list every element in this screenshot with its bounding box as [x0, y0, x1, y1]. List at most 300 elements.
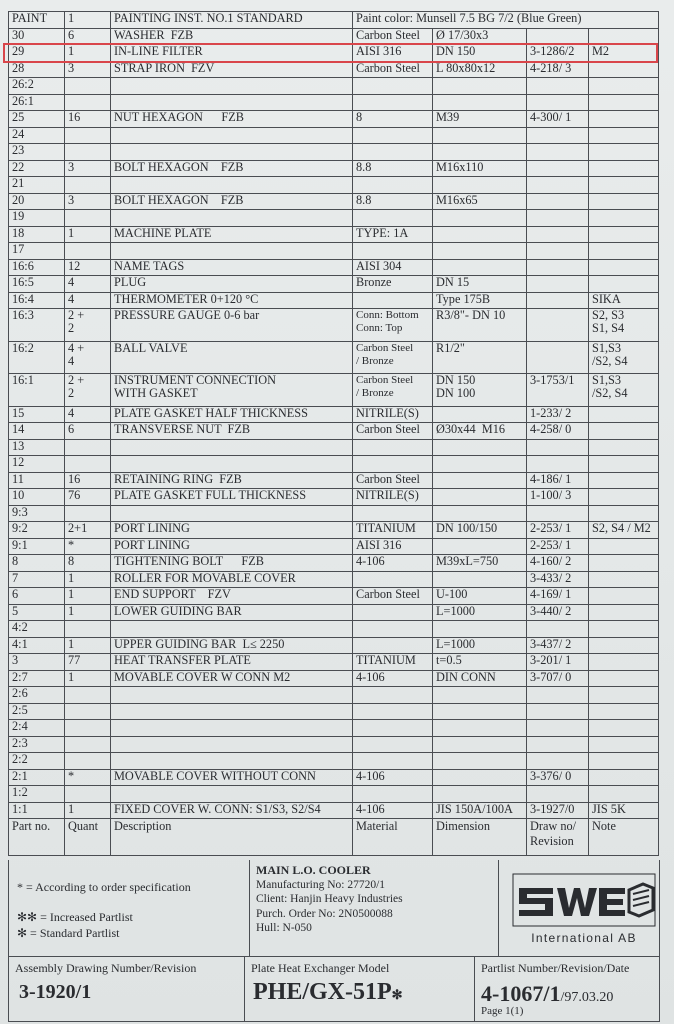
cell-dimension [433, 456, 527, 473]
cell-description [111, 687, 353, 704]
cell-note [589, 210, 659, 227]
cell-dimension [433, 621, 527, 638]
cell-quantity [65, 127, 111, 144]
cell-part-no: 2:5 [9, 703, 65, 720]
cell-dimension: t=0.5 [433, 654, 527, 671]
cell-material [353, 292, 433, 309]
table-row [9, 144, 659, 161]
cell-quantity [65, 736, 111, 753]
cell-drawing-no: 4-186/ 1 [527, 472, 589, 489]
cell-material: 4-106 [353, 769, 433, 786]
cell-material: Carbon Steel / Bronze [353, 341, 433, 374]
cell-quantity: 1 [65, 45, 111, 62]
partlist-date: /97.03.20 [560, 990, 614, 1005]
cell-description [111, 753, 353, 770]
cell-dimension [433, 439, 527, 456]
cell-dimension [433, 687, 527, 704]
cell-material: Paint color: Munsell 7.5 BG 7/2 (Blue Green) [353, 12, 659, 29]
cell-drawing-no [527, 94, 589, 111]
cell-drawing-no: 3-433/ 2 [527, 571, 589, 588]
cell-description: MACHINE PLATE [111, 226, 353, 243]
cell-note [589, 703, 659, 720]
table-row [9, 687, 659, 704]
purchase-order: Purch. Order No: 2N0500088 [256, 907, 393, 920]
cell-part-no: 15 [9, 406, 65, 423]
cell-note [589, 439, 659, 456]
cell-material [353, 177, 433, 194]
cell-quantity [65, 94, 111, 111]
cell-description [111, 144, 353, 161]
cell-note [589, 654, 659, 671]
cell-drawing-no [527, 160, 589, 177]
table-row [9, 753, 659, 770]
header-drawing-no: Draw no/ Revision [527, 819, 589, 856]
cell-material: AISI 304 [353, 259, 433, 276]
cell-note [589, 687, 659, 704]
cell-material [353, 703, 433, 720]
cell-quantity: 8 [65, 555, 111, 572]
cell-quantity [65, 243, 111, 260]
cell-drawing-no [527, 753, 589, 770]
cell-part-no: 7 [9, 571, 65, 588]
cell-description: WASHER FZB [111, 28, 353, 45]
model-mark: ✻ [391, 987, 403, 1002]
cell-drawing-no [527, 226, 589, 243]
cell-material: Bronze [353, 276, 433, 293]
cell-material: 4-106 [353, 802, 433, 819]
cell-description: END SUPPORT FZV [111, 588, 353, 605]
cell-drawing-no: 3-707/ 0 [527, 670, 589, 687]
table-row [9, 637, 659, 654]
header-quantity: Quant [65, 819, 111, 856]
title-block [8, 956, 660, 1022]
cell-part-no: 26:1 [9, 94, 65, 111]
cell-description [111, 94, 353, 111]
cell-description [111, 736, 353, 753]
cell-material: Carbon Steel [353, 28, 433, 45]
cell-drawing-no [527, 292, 589, 309]
table-row [9, 276, 659, 293]
cell-quantity: 1 [65, 670, 111, 687]
cell-part-no: 18 [9, 226, 65, 243]
cell-part-no: 23 [9, 144, 65, 161]
table-row [9, 538, 659, 555]
cell-dimension: DN 150 [433, 45, 527, 62]
header-dimension: Dimension [433, 819, 527, 856]
table-row [9, 341, 659, 374]
cell-description [111, 786, 353, 803]
cell-part-no: 24 [9, 127, 65, 144]
cell-material: 8.8 [353, 193, 433, 210]
cell-note [589, 786, 659, 803]
cell-dimension: Ø 17/30x3 [433, 28, 527, 45]
cell-quantity [65, 439, 111, 456]
cell-description [111, 177, 353, 194]
cell-material [353, 210, 433, 227]
cell-note [589, 720, 659, 737]
cell-description [111, 127, 353, 144]
cell-description: BALL VALVE [111, 341, 353, 374]
cell-quantity [65, 687, 111, 704]
table-row [9, 505, 659, 522]
cell-dimension: M16x110 [433, 160, 527, 177]
cell-part-no: 29 [9, 45, 65, 62]
cell-part-no: 30 [9, 28, 65, 45]
cell-quantity: 6 [65, 28, 111, 45]
cell-dimension: Ø30x44 M16 [433, 423, 527, 440]
assembly-drawing-cell [9, 957, 245, 1021]
cell-note [589, 127, 659, 144]
cell-drawing-no: 3-437/ 2 [527, 637, 589, 654]
cell-description [111, 621, 353, 638]
cell-note: S1,S3 /S2, S4 [589, 374, 659, 407]
model-cell [245, 957, 475, 1021]
cell-note [589, 78, 659, 95]
cell-part-no: 12 [9, 456, 65, 473]
cell-part-no: PAINT [9, 12, 65, 29]
cell-description: PAINTING INST. NO.1 STANDARD [111, 12, 353, 29]
cell-dimension: M39 [433, 111, 527, 128]
assembly-drawing-value: 3-1920/1 [19, 981, 92, 1003]
cell-description: MOVABLE COVER W CONN M2 [111, 670, 353, 687]
page-number: Page 1(1) [481, 1005, 524, 1017]
cell-description [111, 456, 353, 473]
cell-dimension [433, 769, 527, 786]
cell-drawing-no: 4-218/ 3 [527, 61, 589, 78]
cell-dimension [433, 505, 527, 522]
cell-description [111, 505, 353, 522]
cell-quantity: 76 [65, 489, 111, 506]
cell-part-no: 28 [9, 61, 65, 78]
cell-material: NITRILE(S) [353, 406, 433, 423]
cell-description [111, 703, 353, 720]
cell-quantity: 1 [65, 604, 111, 621]
cell-drawing-no: 2-253/ 1 [527, 538, 589, 555]
cell-note [589, 555, 659, 572]
cell-note [589, 489, 659, 506]
table-row [9, 621, 659, 638]
cell-dimension [433, 210, 527, 227]
cell-part-no: 5 [9, 604, 65, 621]
cell-material [353, 604, 433, 621]
cell-material [353, 621, 433, 638]
cell-part-no: 2:4 [9, 720, 65, 737]
cell-part-no: 16:6 [9, 259, 65, 276]
cell-dimension: DIN CONN [433, 670, 527, 687]
cell-material: TYPE: 1A [353, 226, 433, 243]
cell-quantity [65, 210, 111, 227]
cell-drawing-no [527, 177, 589, 194]
svg-text:International AB: International AB [531, 931, 637, 945]
cell-dimension [433, 472, 527, 489]
cell-note [589, 226, 659, 243]
cell-quantity [65, 78, 111, 95]
cell-material [353, 439, 433, 456]
cell-part-no: 16:3 [9, 309, 65, 342]
cell-material [353, 456, 433, 473]
cell-description: PRESSURE GAUGE 0-6 bar [111, 309, 353, 342]
cell-description: PORT LINING [111, 538, 353, 555]
cell-dimension: DN 15 [433, 276, 527, 293]
table-row [9, 802, 659, 819]
cell-material [353, 144, 433, 161]
cell-drawing-no [527, 456, 589, 473]
cell-dimension: M16x65 [433, 193, 527, 210]
cell-quantity: 2 + 2 [65, 309, 111, 342]
cell-drawing-no [527, 736, 589, 753]
cell-note: JIS 5K [589, 802, 659, 819]
cell-note [589, 505, 659, 522]
cell-drawing-no [527, 144, 589, 161]
model-value: PHE/GX-51P✻ [253, 979, 403, 1005]
cell-drawing-no: 2-253/ 1 [527, 522, 589, 539]
cell-part-no: 4:2 [9, 621, 65, 638]
table-row [9, 571, 659, 588]
table-row [9, 786, 659, 803]
cell-drawing-no [527, 720, 589, 737]
table-row [9, 12, 659, 29]
table-row [9, 588, 659, 605]
cell-dimension [433, 736, 527, 753]
cell-description: BOLT HEXAGON FZB [111, 160, 353, 177]
cell-material: Carbon Steel [353, 472, 433, 489]
cell-description: BOLT HEXAGON FZB [111, 193, 353, 210]
cell-description [111, 78, 353, 95]
cell-part-no: 20 [9, 193, 65, 210]
model-label: Plate Heat Exchanger Model [251, 961, 390, 975]
cell-dimension [433, 489, 527, 506]
legend-order-spec: * = According to order specification [17, 880, 191, 894]
cell-quantity: 2+1 [65, 522, 111, 539]
cell-note: S1,S3 /S2, S4 [589, 341, 659, 374]
cell-quantity: 1 [65, 802, 111, 819]
cell-dimension [433, 226, 527, 243]
cell-quantity [65, 144, 111, 161]
cell-note [589, 637, 659, 654]
cell-note [589, 94, 659, 111]
cell-description: NAME TAGS [111, 259, 353, 276]
cell-note [589, 456, 659, 473]
cell-drawing-no: 4-258/ 0 [527, 423, 589, 440]
header-part-no: Part no. [9, 819, 65, 856]
cell-dimension [433, 538, 527, 555]
table-row [9, 439, 659, 456]
table-row [9, 45, 659, 62]
cell-material: NITRILE(S) [353, 489, 433, 506]
cell-part-no: 16:2 [9, 341, 65, 374]
parts-table [8, 11, 659, 856]
cell-description [111, 720, 353, 737]
cell-material: Carbon Steel [353, 423, 433, 440]
project-info [249, 860, 499, 956]
cell-description: FIXED COVER W. CONN: S1/S3, S2/S4 [111, 802, 353, 819]
cell-material [353, 243, 433, 260]
cell-part-no: 9:3 [9, 505, 65, 522]
cell-drawing-no [527, 28, 589, 45]
cell-dimension: JIS 150A/100A [433, 802, 527, 819]
cell-note [589, 621, 659, 638]
cell-note [589, 406, 659, 423]
cell-dimension [433, 144, 527, 161]
cell-description: TRANSVERSE NUT FZB [111, 423, 353, 440]
cell-material [353, 736, 433, 753]
header-note: Note [589, 819, 659, 856]
cell-material [353, 78, 433, 95]
table-row [9, 374, 659, 407]
cell-note: SIKA [589, 292, 659, 309]
cell-drawing-no [527, 687, 589, 704]
table-row [9, 177, 659, 194]
cell-quantity: 16 [65, 111, 111, 128]
cell-description: STRAP IRON FZV [111, 61, 353, 78]
cell-quantity: 3 [65, 193, 111, 210]
table-row [9, 292, 659, 309]
cell-quantity: 4 + 4 [65, 341, 111, 374]
cell-description: RETAINING RING FZB [111, 472, 353, 489]
table-row [9, 472, 659, 489]
cell-quantity: 16 [65, 472, 111, 489]
cell-description [111, 439, 353, 456]
cell-dimension [433, 94, 527, 111]
cell-drawing-no: 3-201/ 1 [527, 654, 589, 671]
cell-material [353, 637, 433, 654]
cell-note [589, 670, 659, 687]
cell-drawing-no: 3-376/ 0 [527, 769, 589, 786]
cell-dimension [433, 78, 527, 95]
cell-description [111, 243, 353, 260]
table-row [9, 703, 659, 720]
cell-drawing-no: 3-1286/2 [527, 45, 589, 62]
cell-part-no: 8 [9, 555, 65, 572]
table-row [9, 423, 659, 440]
cell-part-no: 26:2 [9, 78, 65, 95]
table-row [9, 406, 659, 423]
cell-dimension: L=1000 [433, 637, 527, 654]
cell-drawing-no: 3-1753/1 [527, 374, 589, 407]
cell-note [589, 769, 659, 786]
cell-part-no: 25 [9, 111, 65, 128]
cell-note [589, 538, 659, 555]
cell-dimension: DN 150 DN 100 [433, 374, 527, 407]
cell-note [589, 28, 659, 45]
project-title: MAIN L.O. COOLER [256, 863, 371, 877]
cell-dimension: L 80x80x12 [433, 61, 527, 78]
cell-dimension: M39xL=750 [433, 555, 527, 572]
table-row [9, 456, 659, 473]
cell-drawing-no [527, 341, 589, 374]
cell-description: PLATE GASKET FULL THICKNESS [111, 489, 353, 506]
cell-note [589, 243, 659, 260]
cell-dimension: Type 175B [433, 292, 527, 309]
cell-note: S2, S3 S1, S4 [589, 309, 659, 342]
cell-drawing-no: 4-169/ 1 [527, 588, 589, 605]
cell-part-no: 13 [9, 439, 65, 456]
cell-part-no: 9:1 [9, 538, 65, 555]
cell-drawing-no: 1-233/ 2 [527, 406, 589, 423]
footer-info [8, 860, 660, 957]
cell-material: Carbon Steel [353, 61, 433, 78]
cell-note [589, 753, 659, 770]
cell-note [589, 588, 659, 605]
cell-quantity: 4 [65, 276, 111, 293]
table-row [9, 489, 659, 506]
cell-quantity: 1 [65, 12, 111, 29]
legend-increased: ✻✻ = Increased Partlist [17, 910, 133, 924]
cell-dimension: R1/2" [433, 341, 527, 374]
cell-quantity: 77 [65, 654, 111, 671]
cell-material [353, 94, 433, 111]
cell-part-no: 1:1 [9, 802, 65, 819]
cell-description [111, 210, 353, 227]
cell-description: UPPER GUIDING BAR L≤ 2250 [111, 637, 353, 654]
cell-material: AISI 316 [353, 538, 433, 555]
cell-drawing-no [527, 786, 589, 803]
cell-quantity [65, 177, 111, 194]
cell-material: AISI 316 [353, 45, 433, 62]
table-row [9, 210, 659, 227]
cell-dimension: L=1000 [433, 604, 527, 621]
manufacturing-no: Manufacturing No: 27720/1 [256, 878, 386, 891]
cell-material: 4-106 [353, 555, 433, 572]
cell-drawing-no [527, 193, 589, 210]
cell-part-no: 14 [9, 423, 65, 440]
cell-description: THERMOMETER 0+120 °C [111, 292, 353, 309]
assembly-drawing-label: Assembly Drawing Number/Revision [15, 961, 197, 975]
cell-note [589, 472, 659, 489]
partlist-label: Partlist Number/Revision/Date [481, 961, 630, 975]
table-row [9, 28, 659, 45]
cell-note [589, 144, 659, 161]
cell-part-no: 3 [9, 654, 65, 671]
cell-drawing-no [527, 210, 589, 227]
cell-quantity: 4 [65, 292, 111, 309]
cell-part-no: 1:2 [9, 786, 65, 803]
header-material: Material [353, 819, 433, 856]
cell-quantity: 1 [65, 637, 111, 654]
cell-quantity [65, 456, 111, 473]
cell-dimension [433, 571, 527, 588]
cell-quantity: 6 [65, 423, 111, 440]
cell-drawing-no: 3-440/ 2 [527, 604, 589, 621]
table-row [9, 193, 659, 210]
table-row [9, 309, 659, 342]
cell-part-no: 16:5 [9, 276, 65, 293]
cell-drawing-no: 3-1927/0 [527, 802, 589, 819]
table-row [9, 111, 659, 128]
header-description: Description [111, 819, 353, 856]
cell-drawing-no: 4-160/ 2 [527, 555, 589, 572]
cell-drawing-no [527, 276, 589, 293]
cell-part-no: 16:4 [9, 292, 65, 309]
cell-note [589, 193, 659, 210]
cell-quantity: 1 [65, 226, 111, 243]
cell-description: MOVABLE COVER WITHOUT CONN [111, 769, 353, 786]
table-row [9, 61, 659, 78]
cell-material: 8 [353, 111, 433, 128]
cell-material: TITANIUM [353, 654, 433, 671]
cell-note [589, 736, 659, 753]
cell-quantity: 3 [65, 160, 111, 177]
cell-quantity: 1 [65, 571, 111, 588]
cell-description: HEAT TRANSFER PLATE [111, 654, 353, 671]
cell-dimension [433, 720, 527, 737]
cell-quantity [65, 621, 111, 638]
cell-quantity: 4 [65, 406, 111, 423]
cell-note [589, 61, 659, 78]
cell-description: IN-LINE FILTER [111, 45, 353, 62]
cell-note [589, 160, 659, 177]
partlist-cell [475, 957, 659, 1021]
